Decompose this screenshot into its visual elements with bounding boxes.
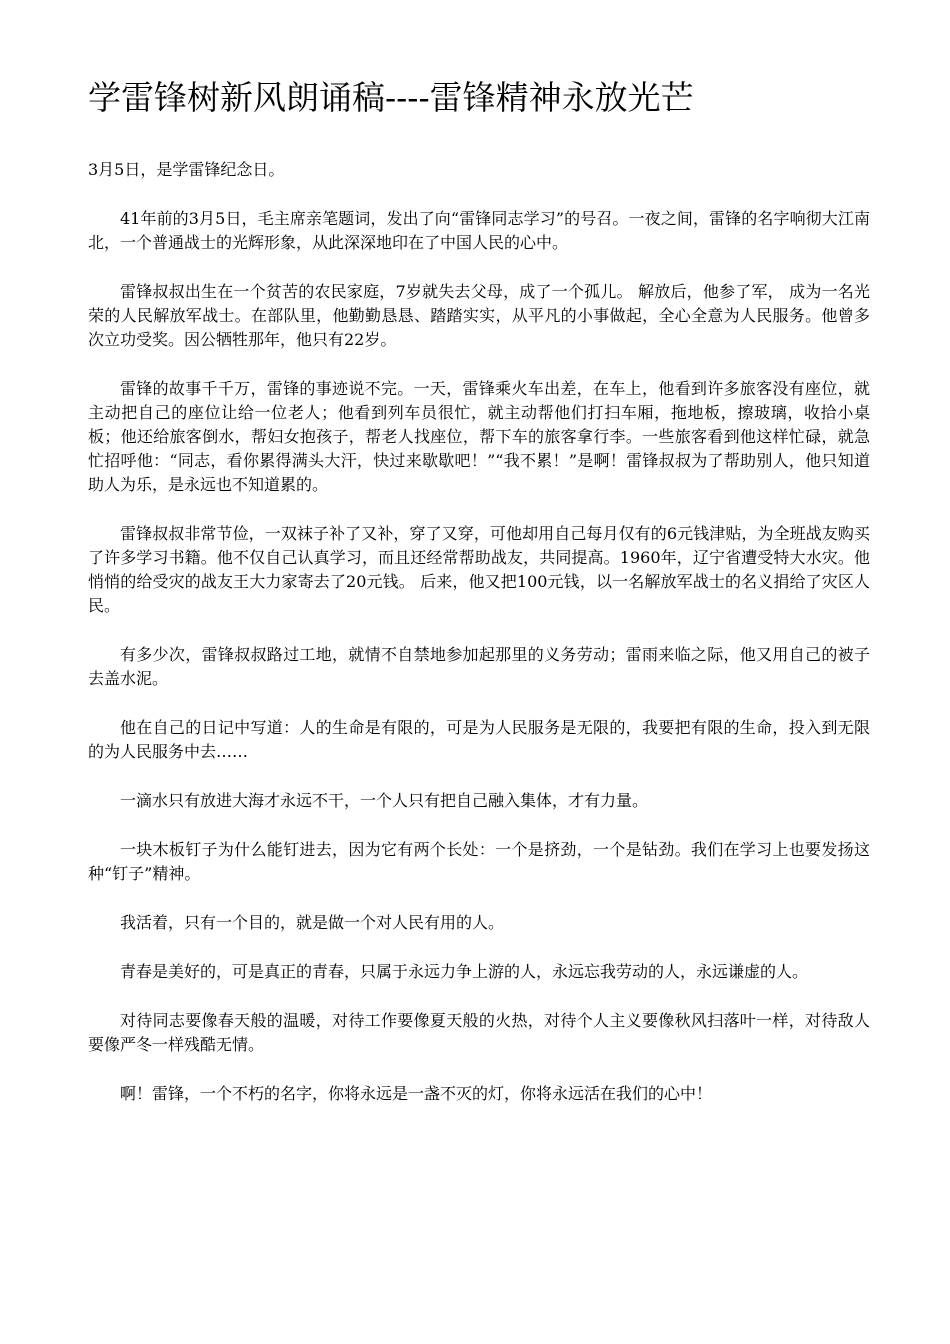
paragraph: 一滴水只有放进大海才永远不干，一个人只有把自己融入集体，才有力量。 xyxy=(120,791,649,810)
paragraph: 雷锋叔叔出生在一个贫苦的农民家庭，7岁就失去父母，成了一个孤儿。 解放后，他参了军， 成为一名光荣的人民解放军战士。在部队里，他勤勤恳恳、踏踏实实，从平凡的小事做起，全心全意为人民服务。他曾多次立功受奖。因公牺牲那年，他只有22岁。 xyxy=(88,282,870,349)
document-title: 学雷锋树新风朗诵稿----雷锋精神永放光芒 xyxy=(88,78,694,117)
paragraph: 他在自己的日记中写道：人的生命是有限的，可是为人民服务是无限的，我要把有限的生命，投入到无限的为人民服务中去…… xyxy=(88,718,870,761)
paragraph: 啊！雷锋，一个不朽的名字，你将永远是一盏不灭的灯，你将永远活在我们的心中！ xyxy=(120,1084,713,1103)
paragraph: 对待同志要像春天般的温暖，对待工作要像夏天般的火热，对待个人主义要像秋风扫落叶一样，对待敌人要像严冬一样残酷无情。 xyxy=(88,1011,870,1054)
paragraph: 青春是美好的，可是真正的青春，只属于永远力争上游的人，永远忘我劳动的人，永远谦虚的人。 xyxy=(120,962,809,981)
paragraph: 我活着，只有一个目的，就是做一个对人民有用的人。 xyxy=(120,913,505,932)
paragraph: 雷锋叔叔非常节俭，一双袜子补了又补，穿了又穿，可他却用自己每月仅有的6元钱津贴，为全班战友购买了许多学习书籍。他不仅自己认真学习，而且还经常帮助战友，共同提高。1960年，辽宁省遭受特大水灾。他悄悄的给受灾的战友王大力家寄去了20元钱。 后来，他又把100元钱，以一名解放军战士的名义捐给了灾区人民。 xyxy=(88,524,870,615)
paragraph: 41年前的3月5日，毛主席亲笔题词，发出了向“雷锋同志学习”的号召。一夜之间，雷锋的名字响彻大江南北，一个普通战士的光辉形象，从此深深地印在了中国人民的心中。 xyxy=(88,209,870,252)
paragraph: 一块木板钉子为什么能钉进去，因为它有两个长处：一个是挤劲，一个是钻劲。我们在学习上也要发扬这种“钉子”精神。 xyxy=(88,840,870,883)
paragraph: 3月5日，是学雷锋纪念日。 xyxy=(88,160,285,179)
paragraph: 有多少次，雷锋叔叔路过工地，就情不自禁地参加起那里的义务劳动；雷雨来临之际，他又用自己的被子去盖水泥。 xyxy=(88,645,870,688)
paragraph: 雷锋的故事千千万，雷锋的事迹说不完。一天，雷锋乘火车出差，在车上，他看到许多旅客没有座位，就主动把自己的座位让给一位老人；他看到列车员很忙，就主动帮他们打扫车厢，拖地板，擦玻璃，收拾小桌板；他还给旅客倒水，帮妇女抱孩子，帮老人找座位，帮下车的旅客拿行李。一些旅客看到他这样忙碌，就急忙招呼他：“同志，看你累得满头大汗，快过来歇歇吧！”“我不累！”是啊！雷锋叔叔为了帮助别人，他只知道助人为乐，是永远也不知道累的。 xyxy=(88,379,870,494)
document-body xyxy=(88,158,870,1131)
